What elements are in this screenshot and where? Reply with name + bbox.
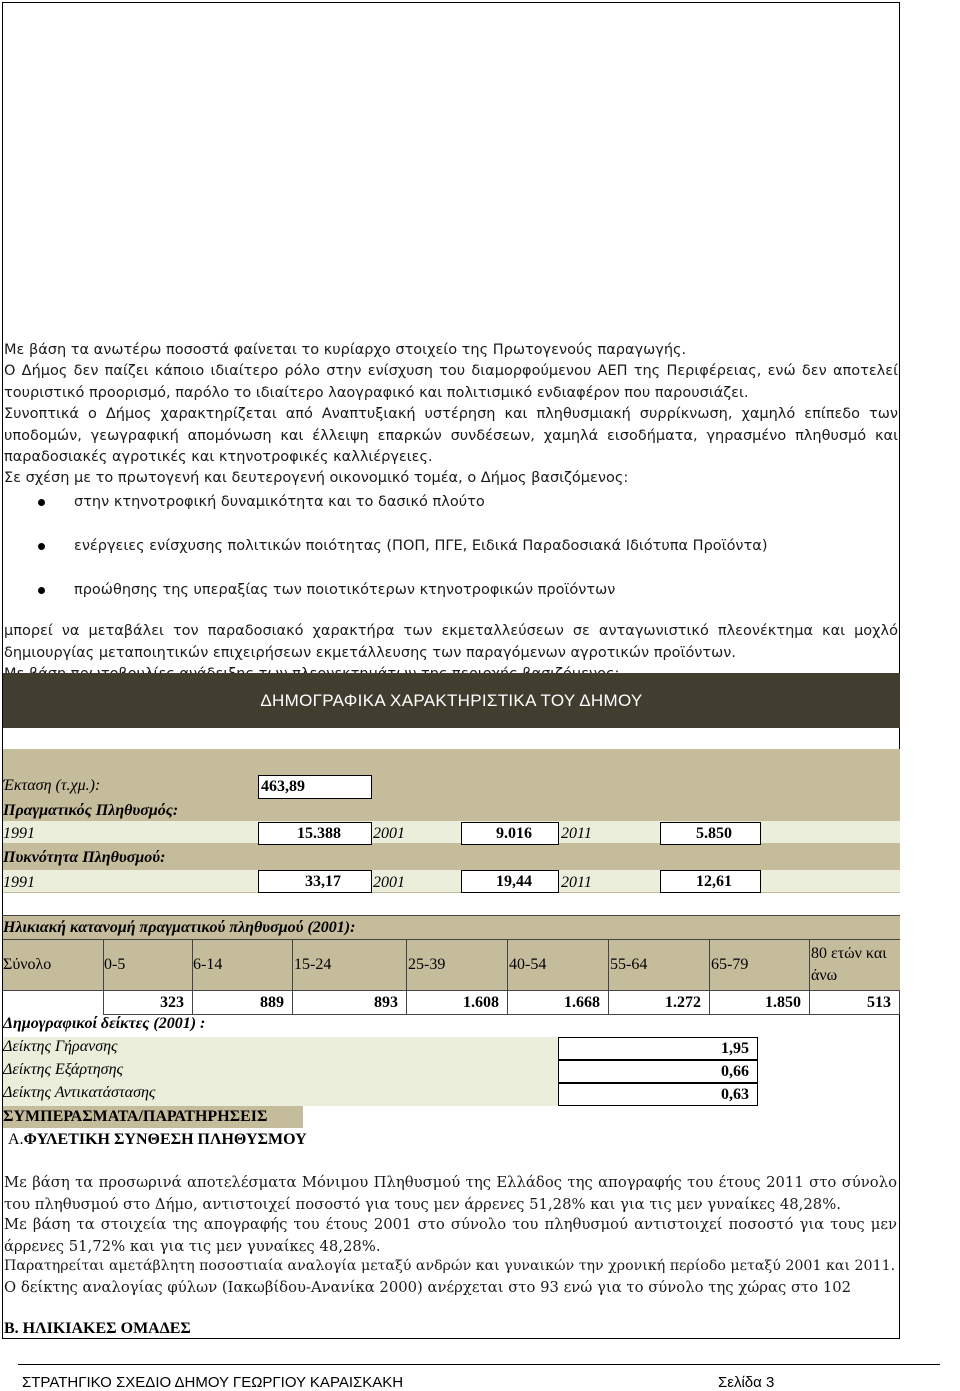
conclusions-title: ΣΥΜΠΕΡΑΣΜΑΤΑ/ΠΑΡΑΤΗΡΗΣΕΙΣ: [3, 1106, 303, 1128]
bullet-dot-icon: [38, 587, 45, 594]
area-value: 463,89: [258, 775, 372, 799]
section-a-title: ΦΥΛΕΤΙΚΗ ΣΥΝΘΕΣΗ ΠΛΗΘΥΣΜΟΥ: [23, 1131, 307, 1148]
bullet-text: προώθησης της υπεραξίας των ποιοτικότερων κτηνοτροφικών προϊόντων: [74, 582, 616, 598]
bullet-dot-icon: [38, 499, 45, 506]
density-label: Πυκνότητα Πληθυσμού:: [3, 849, 166, 866]
age-header-6-14: 6-14: [193, 956, 223, 973]
index-label-dependency: Δείκτης Εξάρτησης: [3, 1061, 123, 1078]
index-label-replacement: Δείκτης Αντικατάστασης: [3, 1084, 156, 1101]
conclusions-paragraph-1: Με βάση τα προσωρινά αποτελέσματα Μόνιμου Πληθυσμού της Ελλάδος της απογραφής του έτους 2011 στο σύνολο του πληθυσμού στο Δήμο, αντιστοιχεί ποσοστό για τους μεν άρρενες 51,28% και για τις μεν γυναίκες 48,28%.: [4, 1174, 897, 1213]
age-header-25-39: 25-39: [408, 956, 446, 973]
population-value-2011: 5.850: [660, 822, 761, 845]
indices-label: Δημογραφικοί δείκτες (2001) :: [3, 1015, 206, 1032]
age-col-divider: [608, 940, 609, 992]
area-label: Έκταση (τ.χμ.):: [3, 777, 101, 794]
footer-divider: [18, 1364, 940, 1365]
density-value-2011: 12,61: [660, 870, 761, 893]
conclusions-paragraph-4: Ο δείκτης αναλογίας φύλων (Ιακωβίδου-Ανανίκα 2000) ανέρχεται στο 93 ενώ για το σύνολο της χώρας στο 102: [4, 1279, 852, 1296]
age-header-40-54: 40-54: [509, 956, 547, 973]
age-header-row: [3, 939, 900, 991]
bullet-dot-icon: [38, 543, 45, 550]
age-col-divider: [809, 940, 810, 992]
age-value-total: 323: [103, 991, 192, 1015]
age-value-15-24: 1.608: [406, 991, 507, 1015]
age-col-divider: [709, 940, 710, 992]
demographics-title: ΔΗΜΟΓΡΑΦΙΚΑ ΧΑΡΑΚΤΗΡΙΣΤΙΚΑ ΤΟΥ ΔΗΜΟΥ: [3, 673, 900, 728]
intro-paragraph-3: Συνοπτικά ο Δήμος χαρακτηρίζεται από Αναπτυξιακή υστέρηση και πληθυσμιακή συρρίκνωση, χαμηλό επίπεδο των υποδομών, γεωγραφική απομόνωση και έλλειψη επαρκών συνδέσεων, χαμηλά εισοδήματα, γηρασμένο πληθυσμό και παραδοσιακές αγροτικές και κτηνοτροφικές καλλιέργειες.: [4, 406, 898, 465]
age-col-divider: [406, 940, 407, 992]
age-value-65-79: 513: [809, 991, 900, 1015]
population-year-2011: 2011: [561, 825, 592, 842]
bullet-text: ενέργειες ενίσχυσης πολιτικών ποιότητας (ΠΟΠ, ΠΓΕ, Ειδικά Παραδοσιακά Ιδιότυπα Προϊόντα): [74, 538, 768, 554]
population-row-band: [3, 821, 900, 843]
density-year-2011: 2011: [561, 874, 592, 891]
population-label: Πραγματικός Πληθυσμός:: [3, 802, 179, 819]
intro-paragraph-2: Ο Δήμος δεν παίζει κάποιο ιδιαίτερο ρόλο στην ενίσχυση του διαμορφούμενου ΑΕΠ της Περιφέρειας, ενώ δεν αποτελεί τουριστικό προορισμό, παρόλο το ιδιαίτερο λαογραφικό και πολιτισμικό ενδιαφέρον που παρουσιάζει.: [4, 363, 898, 401]
density-value-2001: 19,44: [461, 870, 559, 893]
index-row-dependency: [3, 1060, 900, 1083]
section-a-heading: [8, 1131, 307, 1149]
age-header-total: Σύνολο: [3, 956, 52, 973]
density-year-1991: 1991: [3, 874, 35, 891]
age-col-divider: [507, 940, 508, 992]
age-header-55-64: 55-64: [610, 956, 648, 973]
bullet-text: στην κτηνοτροφική δυναμικότητα και το δασικό πλούτο: [74, 494, 485, 510]
index-value-aging: 1,95: [558, 1037, 758, 1060]
population-value-1991: 15.388: [258, 822, 372, 845]
intro-paragraph-5: μπορεί να μεταβάλει τον παραδοσιακό χαρακτήρα των εκμεταλλεύσεων σε ανταγωνιστικό πλεονέκτημα και μοχλό δημιουργίας μεταποιητικών επιχειρήσεων εκμετάλλευσης των παραγόμενων αγροτικών προϊόντων.: [4, 623, 898, 661]
age-header-65-79: 65-79: [711, 956, 749, 973]
age-value-55-64: 1.850: [709, 991, 809, 1015]
age-value-40-54: 1.272: [608, 991, 709, 1015]
index-value-replacement: 0,63: [558, 1083, 758, 1106]
age-values-row: [3, 991, 900, 1015]
population-year-1991: 1991: [3, 825, 35, 842]
section-a-prefix: Α.: [8, 1131, 24, 1148]
age-value-25-39: 1.668: [507, 991, 608, 1015]
age-value-6-14: 893: [292, 991, 406, 1015]
density-row-band: [3, 870, 900, 892]
index-row-aging: [3, 1037, 900, 1060]
footer-title: ΣΤΡΑΤΗΓΙΚΟ ΣΧΕΔΙΟ ΔΗΜΟΥ ΓΕΩΡΓΙΟΥ ΚΑΡΑΙΣΚΑΚΗ: [22, 1374, 404, 1391]
section-b-title: Β. ΗΛΙΚΙΑΚΕΣ ΟΜΑΔΕΣ: [4, 1320, 191, 1337]
footer-page-number: Σελίδα 3: [718, 1374, 775, 1391]
spacer-row: [3, 893, 900, 915]
population-year-2001: 2001: [373, 825, 405, 842]
age-value-0-5: 889: [192, 991, 292, 1015]
age-header-0-5: 0-5: [104, 956, 126, 973]
conclusions-paragraph-3: Παρατηρείται αμετάβλητη ποσοστιαία αναλογία μεταξύ ανδρών και γυναικών την χρονική περίοδο μεταξύ 2001 και 2011.: [4, 1258, 896, 1274]
age-header-15-24: 15-24: [294, 956, 332, 973]
intro-paragraph-4: Σε σχέση με το πρωτογενή και δευτερογενή οικονομικό τομέα, ο Δήμος βασιζόμενος:: [4, 470, 629, 486]
intro-paragraph-1: Με βάση τα ανωτέρω ποσοστά φαίνεται το κυρίαρχο στοιχείο της Πρωτογενούς παραγωγής.: [4, 342, 687, 358]
age-distribution-label: Ηλικιακή κατανομή πραγματικού πληθυσμού (2001):: [3, 919, 356, 936]
index-row-replacement: [3, 1083, 900, 1106]
index-value-dependency: 0,66: [558, 1060, 758, 1083]
conclusions-paragraph-2: Με βάση τα στοιχεία της απογραφής του έτους 2001 στο σύνολο του πληθυσμού αντιστοιχεί ποσοστό για τους μεν άρρενες 51,72% και για τις μεν γυναίκες 48,28%.: [4, 1216, 897, 1255]
index-label-aging: Δείκτης Γήρανσης: [3, 1038, 118, 1055]
population-value-2001: 9.016: [461, 822, 559, 845]
density-year-2001: 2001: [373, 874, 405, 891]
age-header-80-plus: 80 ετών και άνω: [811, 945, 887, 984]
age-col-divider: [292, 940, 293, 992]
density-value-1991: 33,17: [258, 870, 372, 893]
